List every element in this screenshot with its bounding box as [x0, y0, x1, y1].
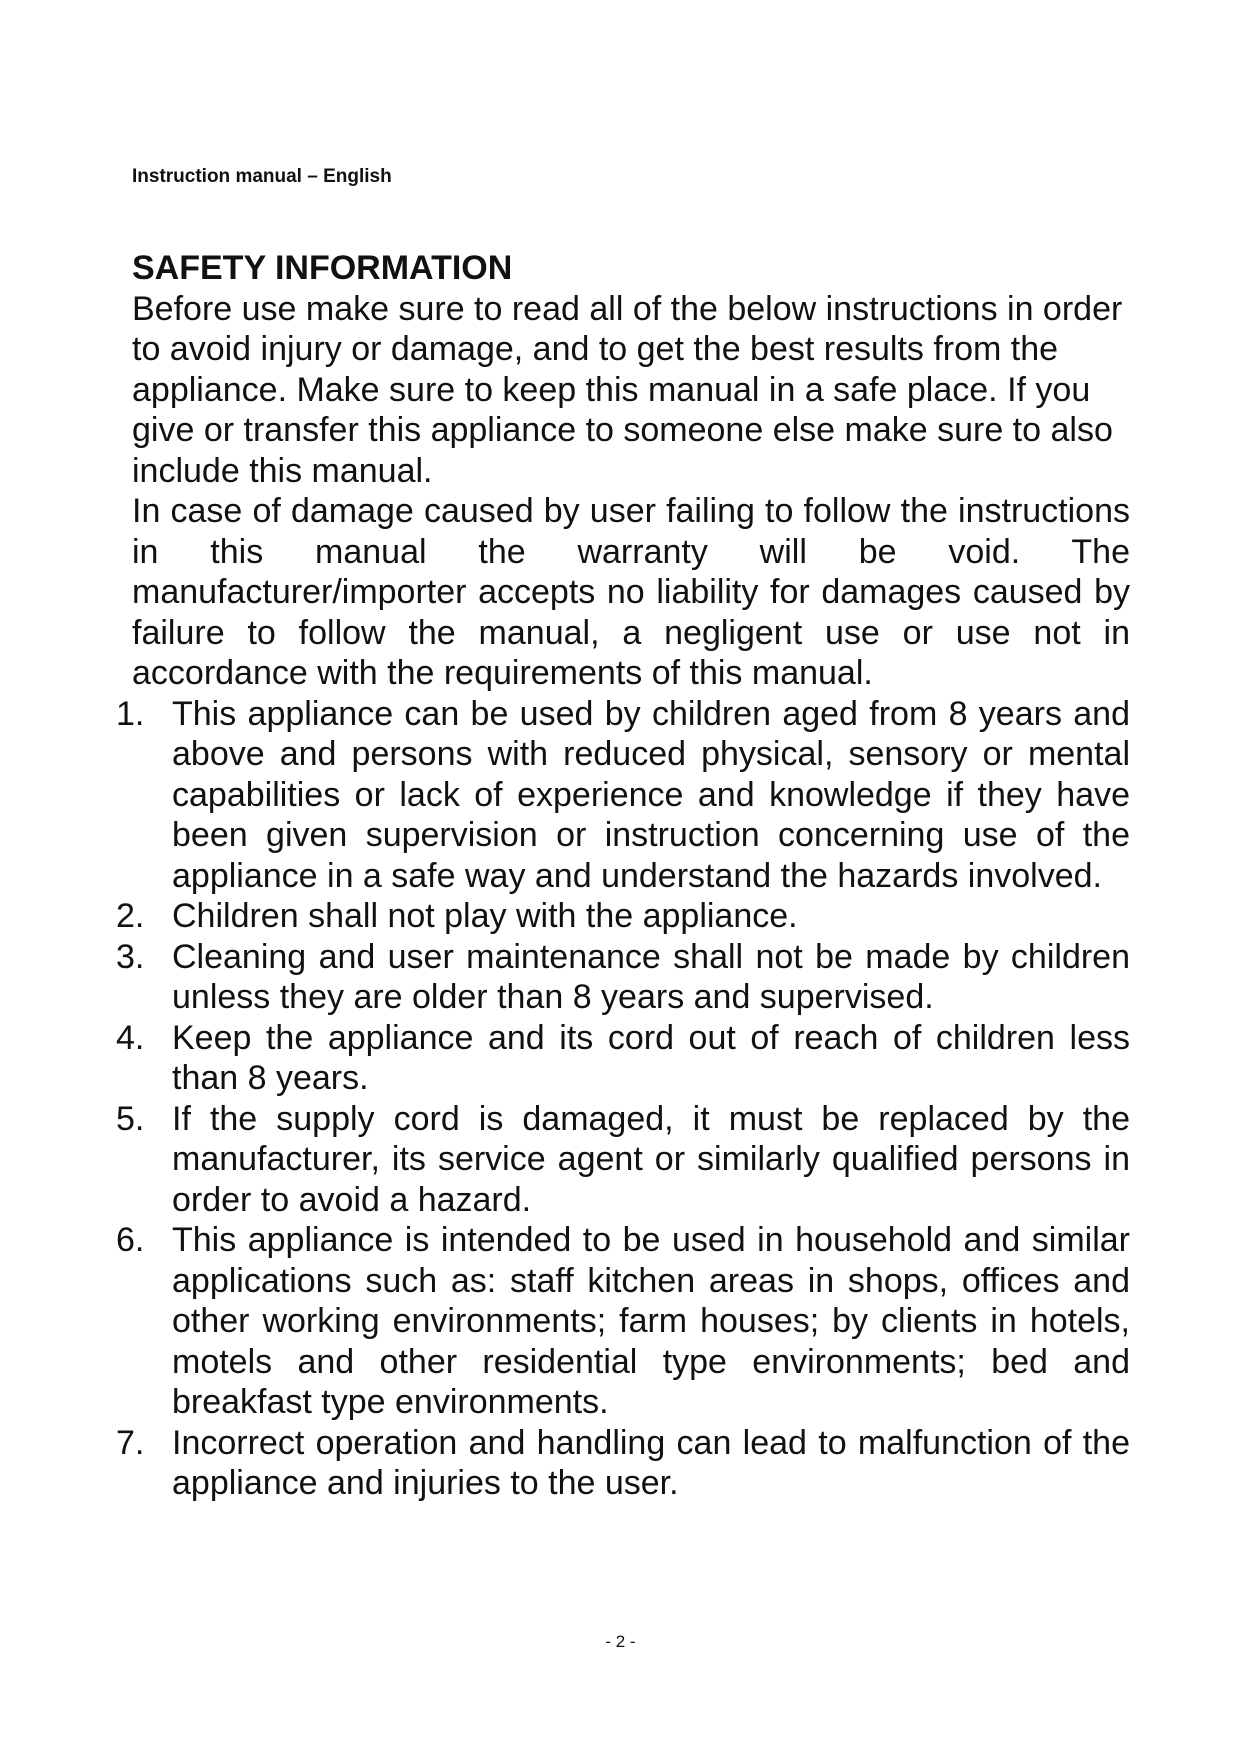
list-item-text: If the supply cord is damaged, it must be replaced by the manufacturer, its service agent or similarly qualified persons in order to avoid a hazard.: [172, 1099, 1130, 1219]
list-item-number: 1.: [116, 694, 145, 733]
list-item-number: 4.: [116, 1018, 145, 1057]
list-item: [116, 694, 1130, 897]
list-item: [116, 1099, 1130, 1221]
safety-rules-list: [116, 694, 1130, 1504]
warranty-paragraph: In case of damage caused by user failing to follow the instructions in this manual the warranty will be void. The manufacturer/importer accepts no liability for damages caused by failure to follow the manual, a negligent use or use not in accordance with the requirements of this manual.: [132, 492, 1130, 692]
document-header: Instruction manual – English: [132, 166, 392, 187]
list-item-number: 3.: [116, 937, 145, 976]
list-item-number: 2.: [116, 897, 145, 935]
list-item: [116, 1018, 1130, 1099]
list-item: [116, 1220, 1130, 1423]
list-item-text: Incorrect operation and handling can lead to malfunction of the appliance and injuries to the user.: [172, 1423, 1130, 1502]
list-item-number: 7.: [116, 1423, 145, 1462]
safety-section: [116, 248, 1130, 1504]
list-item-number: 5.: [116, 1099, 145, 1138]
list-item-text: This appliance is intended to be used in household and similar applications such as: staff kitchen areas in shops, offices and other working environments; farm houses; by clients in hotels, motels and other residential type environments; bed and breakfast type environments.: [172, 1221, 1130, 1421]
list-item: [116, 896, 1130, 937]
list-item: [116, 937, 1130, 1018]
list-item: [116, 1423, 1130, 1504]
section-title: SAFETY INFORMATION: [132, 249, 513, 287]
list-item-text: Cleaning and user maintenance shall not be made by children unless they are older than 8 years and supervised.: [172, 937, 1130, 1016]
intro-paragraph: Before use make sure to read all of the below instructions in order to avoid injury or damage, and to get the best results from the appliance. Make sure to keep this manual in a safe place. If you give or transfer this appliance to someone else make sure to also include this manual.: [132, 289, 1123, 490]
list-item-text: Keep the appliance and its cord out of reach of children less than 8 years.: [172, 1018, 1130, 1097]
list-item-text: Children shall not play with the appliance.: [172, 897, 798, 935]
page-number: - 2 -: [605, 1632, 636, 1651]
list-item-text: This appliance can be used by children aged from 8 years and above and persons with reduced physical, sensory or mental capabilities or lack of experience and knowledge if they have been given supervision or instruction concerning use of the appliance in a safe way and understand the hazards involved.: [172, 694, 1130, 895]
list-item-number: 6.: [116, 1221, 145, 1259]
